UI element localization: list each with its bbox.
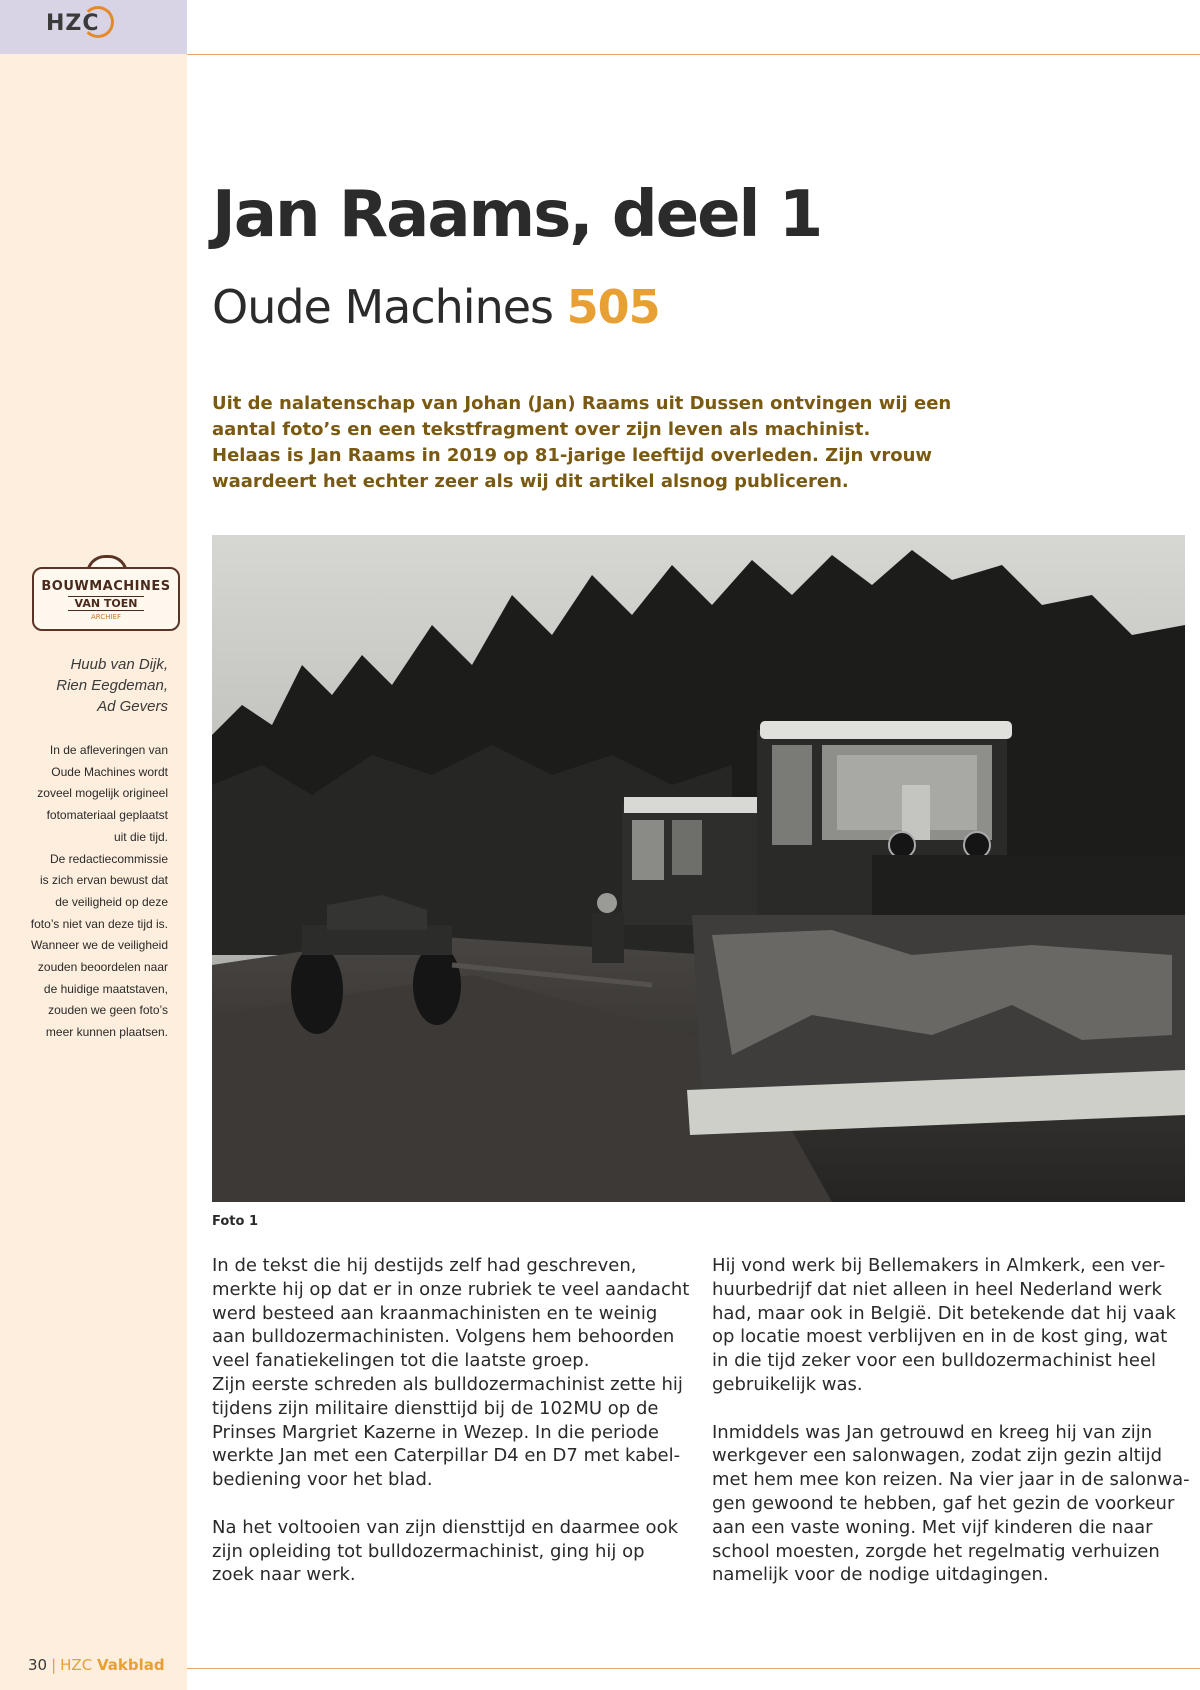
- note-line: fotomateriaal geplaatst: [46, 808, 168, 823]
- page-number: 30: [28, 1656, 48, 1674]
- series-name: Oude Machines: [212, 280, 554, 334]
- lead-line: Helaas is Jan Raams in 2019 op 81-jarige leeftijd overleden. Zijn vrouw: [212, 445, 933, 466]
- gear-icon: [82, 6, 114, 38]
- body-line: op locatie moest verblijven en in de kost ging, wat: [712, 1326, 1168, 1348]
- body-line: Inmiddels was Jan getrouwd en kreeg hij van zijn: [712, 1421, 1153, 1443]
- note-line: meer kunnen plaatsen.: [45, 1025, 168, 1040]
- body-column-left: [212, 1254, 702, 1587]
- badge-small-text: ARCHIEF: [91, 613, 121, 621]
- footer-separator: |: [51, 1656, 57, 1674]
- note-line: Wanneer we de veiligheid: [31, 938, 168, 953]
- lead-paragraph: [212, 391, 952, 495]
- badge-title: BOUWMACHINES: [41, 579, 171, 594]
- author-list: [20, 654, 168, 717]
- body-paragraph: [712, 1421, 1190, 1588]
- note-line: Oude Machines wordt: [51, 764, 168, 779]
- body-line: had, maar ook in België. Dit betekende dat hij vaak: [712, 1302, 1176, 1324]
- body-column-right: [712, 1254, 1190, 1587]
- note-line: zouden beoordelen naar: [37, 960, 168, 975]
- body-line: Hij vond werk bij Bellemakers in Almkerk, een ver-: [712, 1255, 1166, 1276]
- lead-line: waardeert het echter zeer als wij dit artikel alsnog publiceren.: [212, 471, 849, 492]
- note-line: de huidige maatstaven,: [43, 981, 168, 996]
- top-divider: [187, 54, 1200, 55]
- body-line: Na het voltooien van zijn diensttijd en daarmee ook: [212, 1516, 679, 1538]
- body-line: In de tekst die hij destijds zelf had geschreven,: [212, 1255, 637, 1276]
- article-subtitle: [212, 280, 660, 334]
- body-line: in die tijd zeker voor een bulldozermachinist heel: [712, 1350, 1157, 1372]
- bulldozer-photo: [212, 535, 1185, 1202]
- note-line: is zich ervan bewust dat: [39, 873, 168, 888]
- body-line: Zijn eerste schreden als bulldozermachinist zette hij: [212, 1373, 683, 1395]
- magazine-prefix: HZC: [60, 1656, 93, 1674]
- photo-caption: Foto 1: [212, 1214, 259, 1229]
- body-line: gebruikelijk was.: [712, 1373, 863, 1395]
- body-line: namelijk voor de nodige uitdagingen.: [712, 1564, 1049, 1586]
- author: Ad Gevers: [97, 698, 168, 715]
- note-line: de veiligheid op deze: [55, 894, 168, 909]
- body-line: met hem mee kon reizen. Na vier jaar in de salonwa-: [712, 1469, 1190, 1491]
- author: Rien Eegdeman,: [56, 677, 168, 694]
- bottom-divider: [187, 1668, 1200, 1669]
- logo-bar: [0, 0, 187, 54]
- safety-note: [16, 740, 168, 1044]
- body-line: zijn opleiding tot bulldozermachinist, ging hij op: [212, 1540, 645, 1562]
- note-line: zoveel mogelijk origineel: [37, 786, 168, 801]
- article-title: Jan Raams, deel 1: [212, 178, 822, 252]
- body-line: werkte Jan met een Caterpillar D4 en D7 met kabel-: [212, 1445, 681, 1467]
- body-line: gen gewoond te hebben, gaf het gezin de voorkeur: [712, 1492, 1175, 1514]
- body-line: aan een vaste woning. Met vijf kinderen die naar: [712, 1516, 1153, 1538]
- body-line: werkgever een salonwagen, zodat zijn gezin altijd: [712, 1445, 1163, 1467]
- hzc-logo: HZC: [46, 11, 100, 36]
- body-line: bediening voor het blad.: [212, 1469, 433, 1491]
- bouwmachines-van-toen-badge: [32, 557, 180, 639]
- note-line: uit die tijd.: [113, 829, 168, 844]
- body-line: Prinses Margriet Kazerne in Wezep. In die periode: [212, 1421, 659, 1443]
- body-paragraph: [212, 1254, 702, 1492]
- body-paragraph: [212, 1516, 702, 1587]
- note-line: De redactiecommissie: [49, 851, 168, 866]
- body-line: aan bulldozermachinisten. Volgens hem behoorden: [212, 1326, 675, 1348]
- note-line: zouden we geen foto’s: [48, 1003, 168, 1018]
- magazine-name: Vakblad: [96, 1656, 165, 1674]
- body-line: huurbedrijf dat niet alleen in heel Nederland werk: [712, 1278, 1162, 1300]
- body-line: werd besteed aan kraanmachinisten en te weinig: [212, 1302, 658, 1324]
- body-line: zoek naar werk.: [212, 1564, 356, 1586]
- page-footer: [28, 1656, 165, 1674]
- lead-line: aantal foto’s en een tekstfragment over zijn leven als machinist.: [212, 419, 871, 440]
- body-line: veel fanatiekelingen tot die laatste groep.: [212, 1350, 590, 1372]
- author: Huub van Dijk,: [70, 656, 168, 673]
- body-paragraph: [712, 1254, 1182, 1397]
- body-line: school moesten, zorgde het regelmatig verhuizen: [712, 1540, 1160, 1562]
- note-line: In de afleveringen van: [49, 743, 168, 757]
- body-line: tijdens zijn militaire diensttijd bij de 102MU op de: [212, 1397, 659, 1419]
- series-number: 505: [566, 280, 660, 334]
- lead-line: Uit de nalatenschap van Johan (Jan) Raams uit Dussen ontvingen wij een: [212, 393, 952, 414]
- badge-subtitle: VAN TOEN: [68, 596, 144, 611]
- note-line: foto’s niet van deze tijd is.: [30, 916, 168, 931]
- body-line: merkte hij op dat er in onze rubriek te veel aandacht: [212, 1278, 690, 1300]
